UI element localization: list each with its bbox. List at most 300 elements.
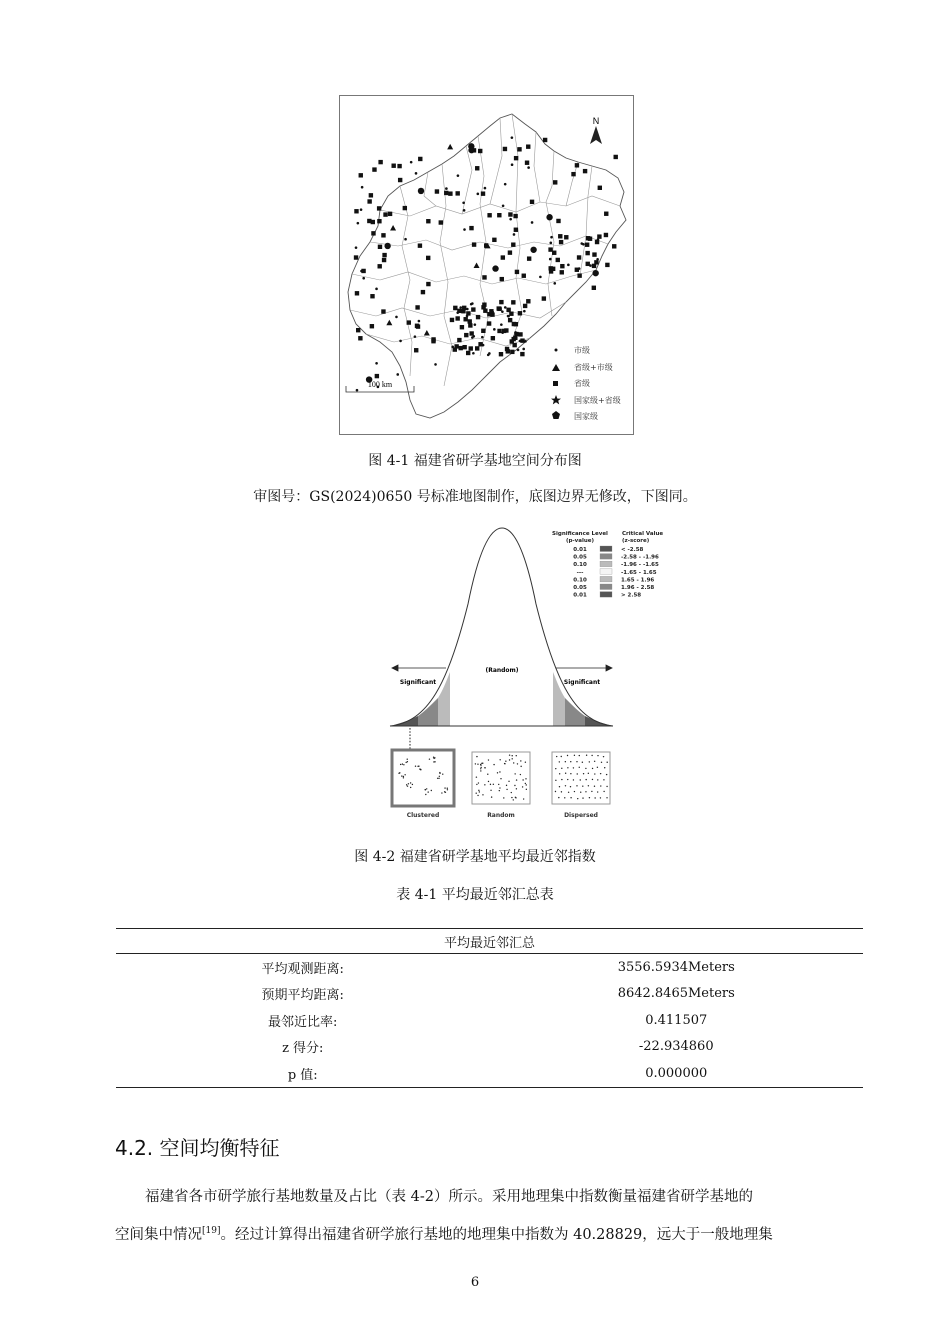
base-marker — [546, 214, 552, 220]
base-marker — [556, 219, 560, 223]
base-marker — [403, 206, 407, 210]
base-marker — [515, 270, 519, 274]
pattern-dot — [403, 776, 404, 777]
map-canvas — [340, 96, 633, 434]
pattern-dot — [594, 786, 595, 787]
pattern-dot — [478, 790, 479, 791]
base-marker — [457, 338, 461, 342]
pattern-dot — [558, 797, 559, 798]
base-marker — [500, 277, 504, 281]
pattern-dot — [606, 762, 607, 763]
pattern-dot — [418, 765, 419, 766]
base-marker — [375, 362, 378, 365]
base-marker — [375, 288, 378, 291]
pattern-dot — [505, 761, 506, 762]
pattern-dot — [597, 755, 598, 756]
base-marker — [531, 221, 534, 224]
nearest-neighbor-diagram — [388, 524, 664, 824]
pattern-dot — [493, 764, 494, 765]
base-marker — [575, 163, 579, 167]
base-marker — [426, 256, 430, 260]
page-number: 6 — [470, 1275, 480, 1290]
base-marker — [508, 212, 512, 216]
base-marker — [377, 206, 381, 210]
base-marker — [434, 363, 437, 366]
base-marker — [612, 244, 616, 248]
pattern-dot — [503, 797, 504, 798]
base-marker — [472, 335, 475, 338]
row-value: -22.934860 — [638, 1039, 714, 1055]
significance-legend — [552, 531, 663, 599]
legend-title-left2: (p-value) — [565, 538, 595, 544]
base-marker — [527, 256, 531, 260]
pattern-dot — [509, 754, 510, 755]
pattern-dot — [516, 779, 517, 780]
base-marker — [507, 315, 510, 318]
base-marker — [418, 157, 422, 161]
base-marker — [501, 255, 505, 259]
legend-label-0: 市级 — [574, 346, 590, 355]
province-outline — [348, 114, 626, 418]
pattern-dot — [498, 784, 499, 785]
base-marker — [463, 228, 466, 231]
pattern-dot — [576, 785, 577, 786]
row-label: 最邻近比率: — [268, 1014, 338, 1030]
base-marker — [539, 276, 542, 279]
pattern-dot — [517, 763, 518, 764]
pattern-dot — [583, 773, 584, 774]
pattern-dot — [475, 763, 476, 764]
base-marker — [383, 212, 387, 216]
base-marker — [497, 306, 501, 310]
base-marker — [453, 347, 457, 351]
pattern-dot — [429, 758, 430, 759]
pattern-dot — [439, 772, 440, 773]
base-marker — [447, 144, 453, 150]
base-marker — [597, 234, 601, 238]
pattern-dot — [404, 774, 405, 775]
legend-z-score: -2.58 - -1.96 — [621, 554, 659, 561]
pattern-dot — [601, 762, 602, 763]
legend-z-score: > 2.58 — [621, 592, 642, 599]
base-marker — [369, 193, 373, 197]
para-text-1: 福建省各市研学旅行基地数量及占比（表 4-2）所示。采用地理集中指数衡量福建省研学基地的 — [145, 1189, 753, 1205]
base-marker — [499, 300, 503, 304]
base-marker — [360, 208, 363, 211]
pattern-dot — [522, 779, 523, 780]
triangle-icon — [552, 364, 560, 371]
pattern-dot — [491, 796, 492, 797]
base-marker — [478, 342, 482, 346]
legend-rows — [573, 546, 659, 599]
pattern-dot — [573, 767, 574, 768]
pattern-dot — [561, 779, 562, 780]
base-marker — [552, 251, 556, 255]
table-row — [116, 1060, 863, 1087]
pattern-dot — [576, 761, 577, 762]
legend-p-value: 0.10 — [573, 577, 587, 584]
significant-left: Significant — [399, 679, 437, 686]
base-marker — [567, 264, 570, 267]
legend-p-value: 0.05 — [573, 585, 587, 591]
base-marker — [553, 282, 556, 285]
pattern-dot — [425, 794, 426, 795]
star-icon — [551, 395, 561, 404]
pattern-dot — [585, 768, 586, 769]
pattern-dot — [579, 767, 580, 768]
base-marker — [418, 243, 422, 247]
base-marker — [426, 282, 430, 286]
base-marker — [396, 373, 399, 376]
pattern-dot — [400, 764, 401, 765]
pattern-dot — [499, 787, 500, 788]
base-marker — [592, 264, 596, 268]
legend-p-value: --- — [576, 569, 584, 576]
pattern-dot — [591, 791, 592, 792]
pattern-dot — [567, 779, 568, 780]
pattern-dot — [561, 791, 562, 792]
clustered-panel — [392, 750, 454, 806]
base-marker — [457, 174, 460, 177]
base-marker — [475, 346, 479, 350]
base-marker — [418, 320, 421, 323]
pattern-dot — [555, 768, 556, 769]
base-marker — [499, 352, 503, 356]
pattern-dot — [488, 781, 489, 782]
base-marker — [508, 250, 512, 254]
pattern-dot — [477, 795, 478, 796]
pattern-dot — [582, 797, 583, 798]
pattern-dot — [574, 791, 575, 792]
pattern-dot — [600, 773, 601, 774]
pattern-dot — [480, 767, 481, 768]
base-marker — [378, 245, 382, 249]
base-marker — [444, 191, 448, 195]
base-marker — [372, 167, 376, 171]
para-text-2b: 。经过计算得出福建省研学旅行基地的地理集中指数为 40.28829，远大于一般地理集 — [220, 1226, 773, 1243]
base-marker — [526, 144, 530, 148]
base-marker — [457, 309, 461, 313]
pattern-dot — [565, 785, 566, 786]
right-arrow-icon — [556, 665, 612, 671]
pattern-dot — [516, 788, 517, 789]
base-marker — [484, 243, 488, 247]
base-marker — [510, 350, 514, 354]
pattern-dot — [482, 762, 483, 763]
pattern-dot — [579, 755, 580, 756]
pattern-dot — [526, 784, 527, 785]
base-marker — [504, 183, 507, 186]
legend-label-3: 国家级+省级 — [574, 396, 621, 405]
significant-right: Significant — [563, 679, 601, 686]
base-marker — [491, 336, 495, 340]
pattern-dot — [508, 781, 509, 782]
panel-label-dispersed: Dispersed — [564, 812, 598, 819]
pattern-dot — [407, 761, 408, 762]
pattern-dot — [482, 794, 483, 795]
pattern-dot — [525, 783, 526, 784]
pattern-dot — [516, 755, 517, 756]
pattern-dot — [478, 782, 479, 783]
base-marker — [477, 193, 480, 196]
pattern-dot — [419, 768, 420, 769]
base-marker — [492, 265, 498, 271]
pattern-dot — [493, 784, 494, 785]
pattern-dot — [585, 791, 586, 792]
body-paragraph-line2 — [115, 1214, 855, 1252]
base-marker — [462, 201, 465, 204]
pattern-dot — [445, 792, 446, 793]
base-marker — [487, 321, 491, 325]
base-marker — [517, 147, 521, 151]
legend-label-4: 国家级 — [574, 412, 598, 421]
base-marker — [399, 340, 402, 343]
legend-title-right2: (z-score) — [622, 538, 650, 544]
base-marker — [543, 138, 547, 142]
random-label: (Random) — [485, 667, 519, 674]
legend-z-score: 1.96 - 2.58 — [621, 585, 655, 591]
pattern-dot — [514, 773, 515, 774]
base-marker — [450, 318, 454, 322]
base-marker — [598, 186, 602, 190]
base-marker — [592, 286, 596, 290]
legend-z-score: 1.65 - 1.96 — [621, 577, 655, 584]
panel-label-clustered: Clustered — [406, 812, 440, 819]
pattern-dot — [441, 792, 442, 793]
pattern-dot — [401, 775, 402, 776]
base-marker — [453, 306, 457, 310]
base-marker — [472, 352, 475, 355]
pattern-dot — [555, 780, 556, 781]
base-marker — [356, 389, 359, 392]
pattern-dot — [561, 756, 562, 757]
pattern-dot — [588, 785, 589, 786]
base-marker — [497, 329, 501, 333]
base-marker — [483, 309, 487, 313]
body-paragraph-line1 — [115, 1180, 855, 1214]
legend-p-value: 0.01 — [573, 592, 587, 599]
base-marker — [511, 163, 514, 166]
base-marker — [509, 312, 513, 316]
row-value: 8642.8465Meters — [617, 986, 735, 1002]
base-marker — [514, 331, 517, 334]
base-marker — [506, 308, 510, 312]
pattern-dot — [511, 797, 512, 798]
base-marker — [395, 316, 398, 319]
legend-p-value: 0.10 — [573, 562, 587, 569]
base-marker — [522, 348, 525, 351]
pattern-dot — [589, 797, 590, 798]
panel-label-random: Random — [487, 812, 515, 819]
base-marker — [397, 164, 401, 168]
base-marker — [509, 218, 512, 221]
pattern-dot — [490, 790, 491, 791]
pattern-dot — [525, 761, 526, 762]
pattern-dot — [438, 778, 439, 779]
pattern-dot — [408, 783, 409, 784]
base-marker — [526, 299, 530, 303]
pattern-dot — [573, 779, 574, 780]
base-marker — [489, 309, 493, 313]
pattern-dot — [509, 759, 510, 760]
pattern-dot — [597, 779, 598, 780]
base-marker — [549, 258, 552, 261]
pattern-dot — [405, 762, 406, 763]
base-marker — [435, 189, 439, 193]
base-marker — [359, 173, 363, 177]
base-marker — [415, 324, 419, 328]
pattern-dot — [594, 797, 595, 798]
base-marker — [418, 188, 424, 194]
row-label: z 得分: — [282, 1041, 324, 1057]
row-value: 0.411507 — [645, 1012, 708, 1028]
base-marker — [514, 228, 518, 232]
base-marker — [357, 222, 360, 225]
pattern-dot — [561, 768, 562, 769]
base-marker — [577, 273, 581, 277]
row-value: 3556.5934Meters — [617, 959, 735, 975]
pattern-dot — [606, 786, 607, 787]
pattern-dot — [523, 798, 524, 799]
base-marker — [475, 166, 479, 170]
base-marker — [497, 213, 501, 217]
pattern-dot — [480, 764, 481, 765]
base-marker — [361, 186, 364, 189]
pattern-dot — [410, 787, 411, 788]
dot-icon — [555, 349, 558, 352]
pattern-dot — [484, 767, 485, 768]
pattern-dot — [415, 766, 416, 767]
base-marker — [583, 169, 587, 173]
pattern-dot — [500, 778, 501, 779]
pattern-dot — [434, 757, 435, 758]
pattern-dot — [588, 773, 589, 774]
pattern-dot — [522, 786, 523, 787]
base-marker — [466, 308, 469, 311]
base-marker — [549, 242, 552, 245]
pattern-dot — [565, 761, 566, 762]
legend-swatch — [600, 561, 612, 567]
base-marker — [592, 270, 598, 276]
base-marker — [564, 235, 568, 239]
base-marker — [460, 325, 464, 329]
left-arrow-icon — [392, 665, 446, 671]
base-marker — [604, 212, 608, 216]
base-marker — [484, 187, 487, 190]
base-marker — [585, 251, 589, 255]
base-marker — [585, 243, 589, 247]
base-marker — [474, 323, 477, 326]
base-marker — [511, 242, 515, 246]
pattern-dot — [515, 797, 516, 798]
base-marker — [493, 328, 496, 331]
base-marker — [463, 317, 467, 321]
pattern-dot — [568, 792, 569, 793]
fujian-base-distribution-map — [339, 95, 634, 435]
pattern-dot — [592, 779, 593, 780]
base-marker — [410, 161, 413, 164]
base-marker — [520, 352, 524, 356]
right-tail-mid — [565, 698, 585, 726]
base-marker — [502, 329, 506, 333]
pattern-dot — [559, 786, 560, 787]
legend-z-score: -1.96 - -1.65 — [621, 562, 659, 569]
base-marker — [513, 233, 516, 236]
legend-label-2: 省级 — [574, 379, 590, 388]
base-marker — [468, 323, 472, 327]
base-marker — [530, 200, 534, 204]
pattern-dot — [477, 764, 478, 765]
base-marker — [462, 306, 466, 310]
pattern-dot — [567, 755, 568, 756]
pattern-dot — [511, 755, 512, 756]
base-marker — [595, 240, 599, 244]
pattern-dot — [476, 756, 477, 757]
scale-label: 100 km — [367, 380, 393, 389]
base-marker — [391, 164, 395, 168]
table-row — [116, 981, 863, 1008]
base-marker — [371, 231, 375, 235]
pattern-dot — [570, 786, 571, 787]
base-marker — [511, 300, 515, 304]
pattern-dot — [480, 768, 481, 769]
pattern-dot — [556, 756, 557, 757]
pattern-dot — [606, 797, 607, 798]
base-marker — [551, 267, 555, 271]
dispersed-panel — [552, 752, 610, 804]
base-marker — [354, 209, 358, 213]
pattern-dot — [476, 776, 477, 777]
pattern-dot — [577, 773, 578, 774]
base-marker — [398, 178, 402, 182]
pattern-dot — [585, 779, 586, 780]
pattern-dot — [499, 771, 500, 772]
nn-canvas — [388, 524, 664, 824]
base-marker — [476, 315, 480, 319]
base-marker — [589, 264, 592, 267]
base-marker — [558, 234, 562, 238]
base-marker — [481, 336, 484, 339]
pattern-dot — [591, 755, 592, 756]
base-marker — [455, 191, 459, 195]
base-marker — [445, 187, 448, 190]
base-marker — [481, 191, 485, 195]
left-tail-light — [438, 672, 450, 726]
base-marker — [463, 209, 466, 212]
base-marker — [448, 191, 452, 195]
base-marker — [462, 345, 466, 349]
base-marker — [571, 172, 575, 176]
base-marker — [506, 349, 510, 353]
base-marker — [355, 291, 359, 295]
base-marker — [527, 166, 530, 169]
pattern-dot — [589, 761, 590, 762]
pattern-dot — [434, 761, 435, 762]
base-marker — [469, 226, 473, 230]
row-label: 平均观测距离: — [261, 961, 344, 977]
pattern-dot — [490, 784, 491, 785]
base-marker — [592, 252, 596, 256]
legend-swatch — [600, 569, 612, 575]
pattern-dot — [426, 788, 427, 789]
pattern-dot — [555, 791, 556, 792]
pattern-dot — [476, 784, 477, 785]
base-marker — [519, 340, 522, 343]
pattern-dot — [512, 758, 513, 759]
base-marker — [464, 333, 468, 337]
figure2-caption: 图 4-2 福建省研学基地平均最近邻指数 — [354, 849, 596, 865]
pattern-dot — [488, 759, 489, 760]
